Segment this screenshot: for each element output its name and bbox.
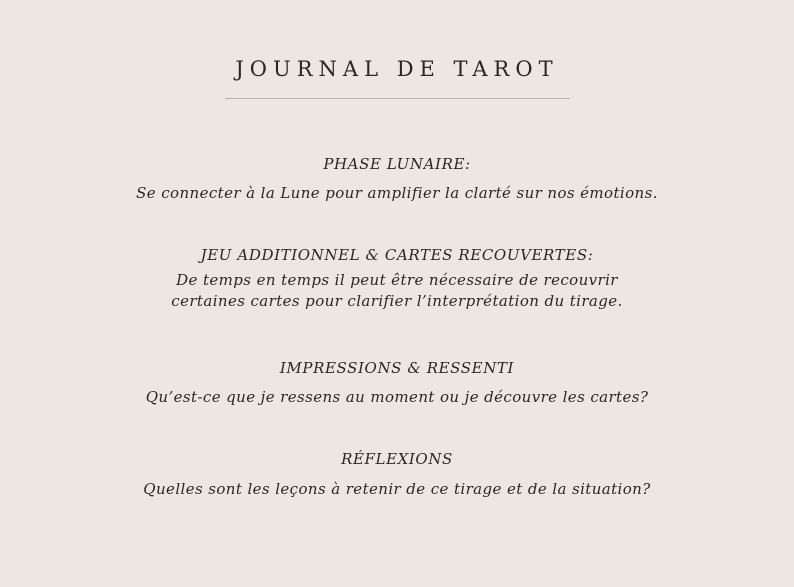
section-heading: RÉFLEXIONS bbox=[341, 450, 453, 468]
section-heading: JEU ADDITIONNEL & CARTES RECOUVERTES: bbox=[200, 246, 594, 264]
section-text: Se connecter à la Lune pour amplifier la clarté sur nos émotions. bbox=[136, 184, 658, 202]
section-text: Qu’est-ce que je ressens au moment ou je découvre les cartes? bbox=[145, 388, 649, 406]
section-text: Quelles sont les leçons à retenir de ce tirage et de la situation? bbox=[143, 480, 651, 498]
section-reflexions bbox=[0, 449, 794, 500]
section-jeu-additionnel bbox=[0, 245, 794, 312]
section-heading: IMPRESSIONS & RESSENTI bbox=[279, 359, 515, 377]
section-text-line-2: certaines cartes pour clarifier l’interprétation du tirage. bbox=[171, 292, 623, 310]
section-phase-lunaire bbox=[0, 154, 794, 204]
page-title: JOURNAL DE TAROT bbox=[235, 57, 559, 81]
section-text-line-1: De temps en temps il peut être nécessaire de recouvrir bbox=[176, 271, 618, 289]
section-heading: PHASE LUNAIRE: bbox=[323, 155, 471, 173]
section-impressions bbox=[0, 358, 794, 408]
title-divider bbox=[225, 98, 570, 99]
